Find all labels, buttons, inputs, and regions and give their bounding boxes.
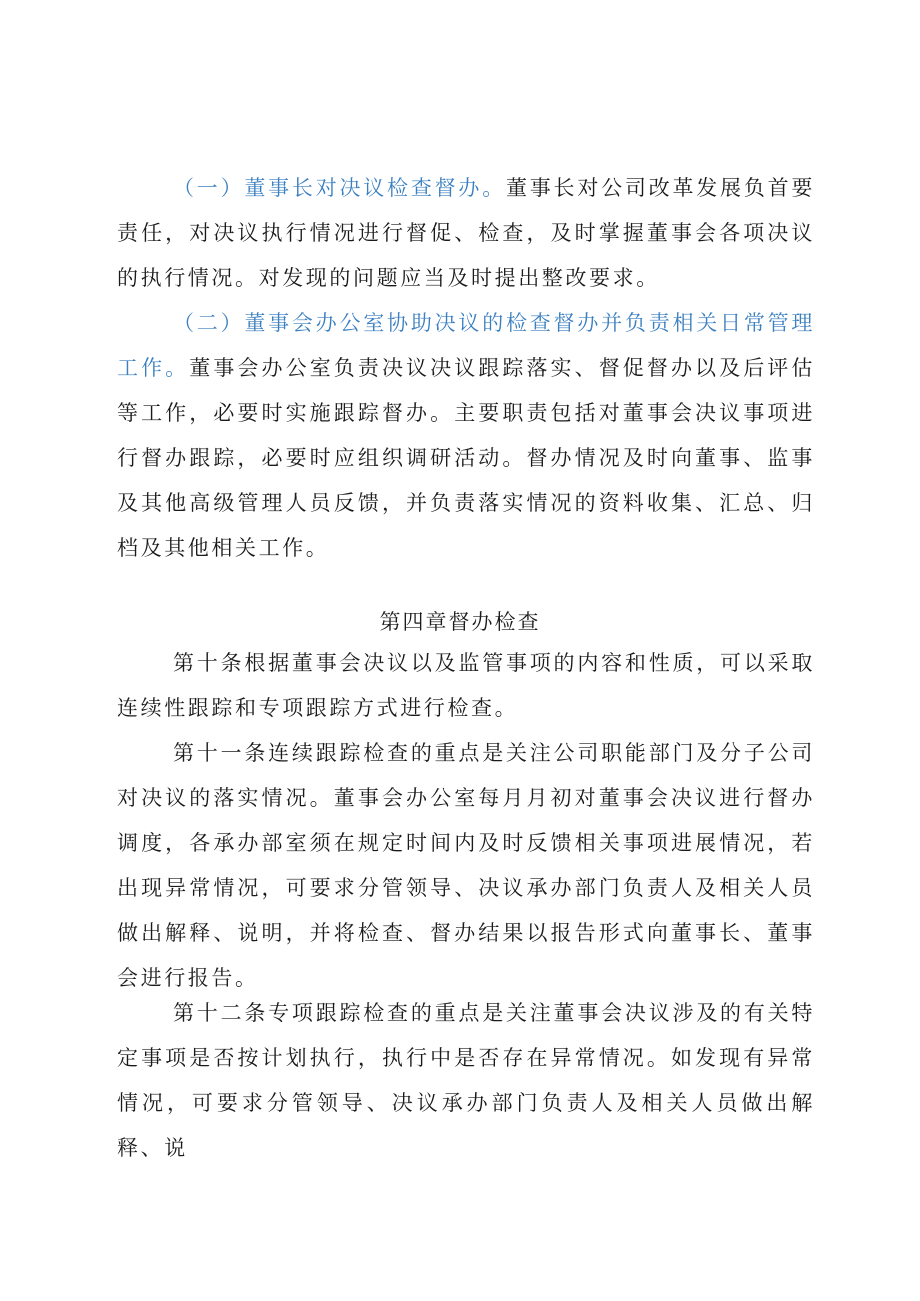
paragraph-chairman (117, 166, 815, 301)
paragraph-body-board-office: 董事会办公室负责决议决议跟踪落实、督促督办以及后评估等工作，必要时实施跟踪督办。主要职责包括对董事会决议事项进行督办跟踪，必要时应组织调研活动。督办情况及时向董事、监事及其他高级管理人员反馈，并负责落实情况的资料收集、汇总、归档及其他相关工作。 (117, 356, 815, 560)
article-12: 第十二条专项跟踪检查的重点是关注董事会决议涉及的有关特定事项是否按计划执行，执行中是否存在异常情况。如发现有异常情况，可要求分管领导、决议承办部门负责人及相关人员做出解释、说 (117, 1001, 815, 1160)
paragraph-heading-chairman: （一）董事长对决议检查督办。 (173, 176, 506, 200)
article-10: 第十条根据董事会决议以及监管事项的内容和性质，可以采取连续性跟踪和专项跟踪方式进行检查。 (117, 651, 815, 720)
paragraph-heading-board-office: （二）董事会办公室协助决议的检查督办并负责相关日常管理工作。 (117, 311, 815, 380)
paragraph-board-office (117, 301, 815, 571)
paragraph-body-chairman: 董事长对公司改革发展负首要责任，对决议执行情况进行督促、检查，及时掌握董事会各项决议的执行情况。对发现的问题应当及时提出整改要求。 (117, 176, 815, 290)
article-11: 第十一条连续跟踪检查的重点是关注公司职能部门及分子公司对决议的落实情况。董事会办公室每月月初对董事会决议进行督办调度，各承办部室须在规定时间内及时反馈相关事项进展情况，若出现异常情况，可要求分管领导、决议承办部门负责人及相关人员做出解释、说明，并将检查、督办结果以报告形式向董事长、董事会进行报告。 (117, 741, 815, 990)
chapter-title: 第四章督办检查 (379, 610, 541, 634)
